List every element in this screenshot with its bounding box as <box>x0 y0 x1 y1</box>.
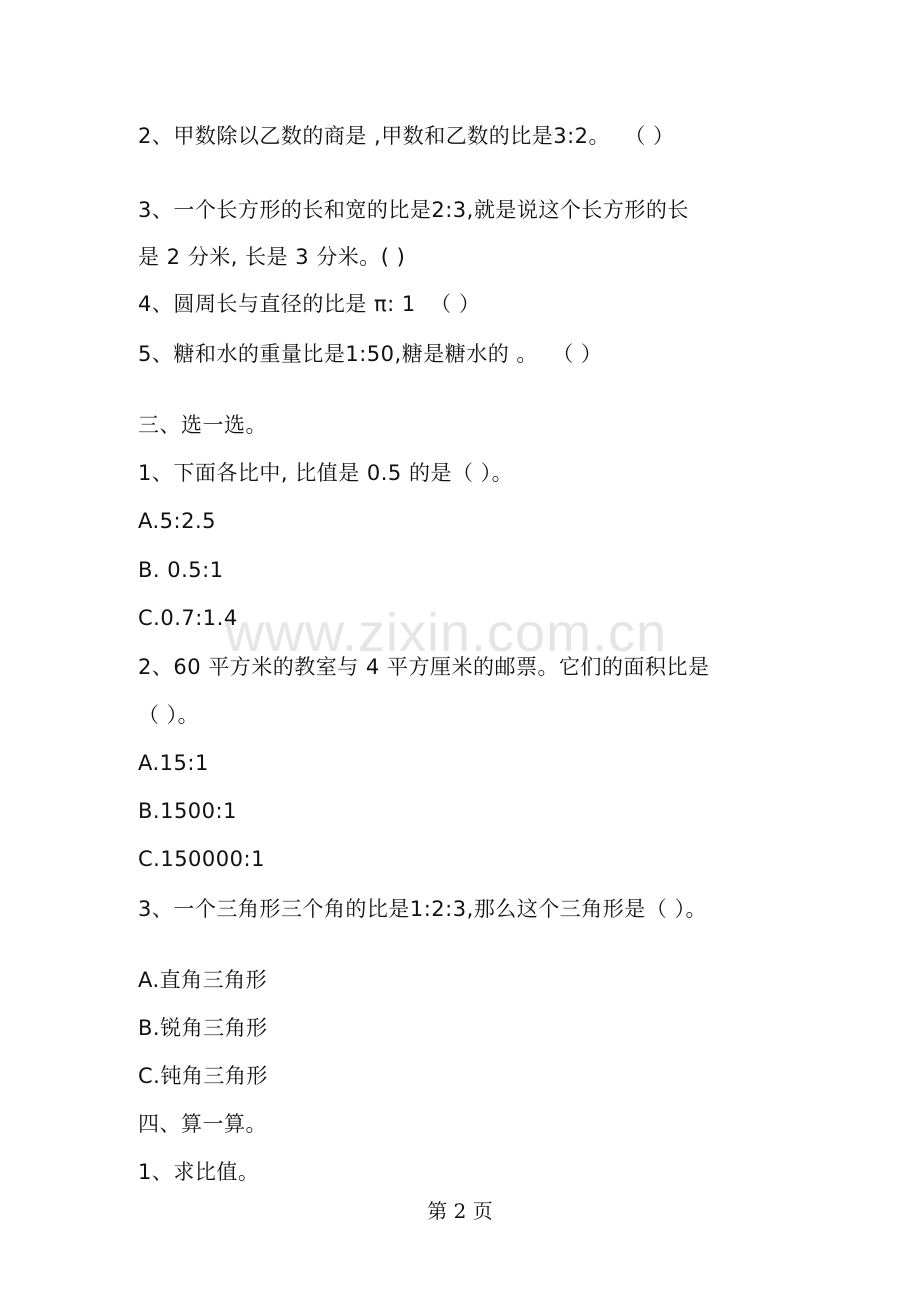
question-choose-3: 3、一个三角形三个角的比是1:2:3,那么这个三角形是（ ）。 <box>138 897 707 921</box>
option-1b: B. 0.5:1 <box>138 558 224 582</box>
section-heading-calculate: 四、算一算。 <box>138 1112 267 1136</box>
option-3a: A.直角三角形 <box>138 968 268 992</box>
question-choose-2-line2: （ ）。 <box>138 703 200 727</box>
option-1c: C.0.7:1.4 <box>138 606 238 630</box>
question-choose-2-line1: 2、60 平方米的教室与 4 平方厘米的邮票。它们的面积比是 <box>138 655 710 679</box>
question-judge-2: 2、甲数除以乙数的商是 ,甲数和乙数的比是3:2。 （ ） <box>138 124 675 148</box>
section-heading-choose: 三、选一选。 <box>138 413 267 437</box>
question-judge-3-line2: 是 2 分米, 长是 3 分米。( ) <box>138 245 406 269</box>
option-2a: A.15:1 <box>138 751 209 775</box>
question-calculate-1: 1、求比值。 <box>138 1160 260 1184</box>
option-2c: C.150000:1 <box>138 847 265 871</box>
question-choose-1: 1、下面各比中, 比值是 0.5 的是（ ）。 <box>138 461 514 485</box>
page-number: 第 2 页 <box>427 1199 493 1223</box>
option-3b: B.锐角三角形 <box>138 1016 268 1040</box>
question-judge-5: 5、糖和水的重量比是1:50,糖是糖水的 。 （ ） <box>138 342 603 366</box>
option-2b: B.1500:1 <box>138 799 237 823</box>
question-judge-4: 4、圆周长与直径的比是 π: 1 （ ） <box>138 292 481 316</box>
watermark: www.zixin.com.cn <box>225 603 668 663</box>
question-judge-3-line1: 3、一个长方形的长和宽的比是2:3,就是说这个长方形的长 <box>138 198 689 222</box>
option-1a: A.5:2.5 <box>138 509 217 533</box>
option-3c: C.钝角三角形 <box>138 1064 268 1088</box>
